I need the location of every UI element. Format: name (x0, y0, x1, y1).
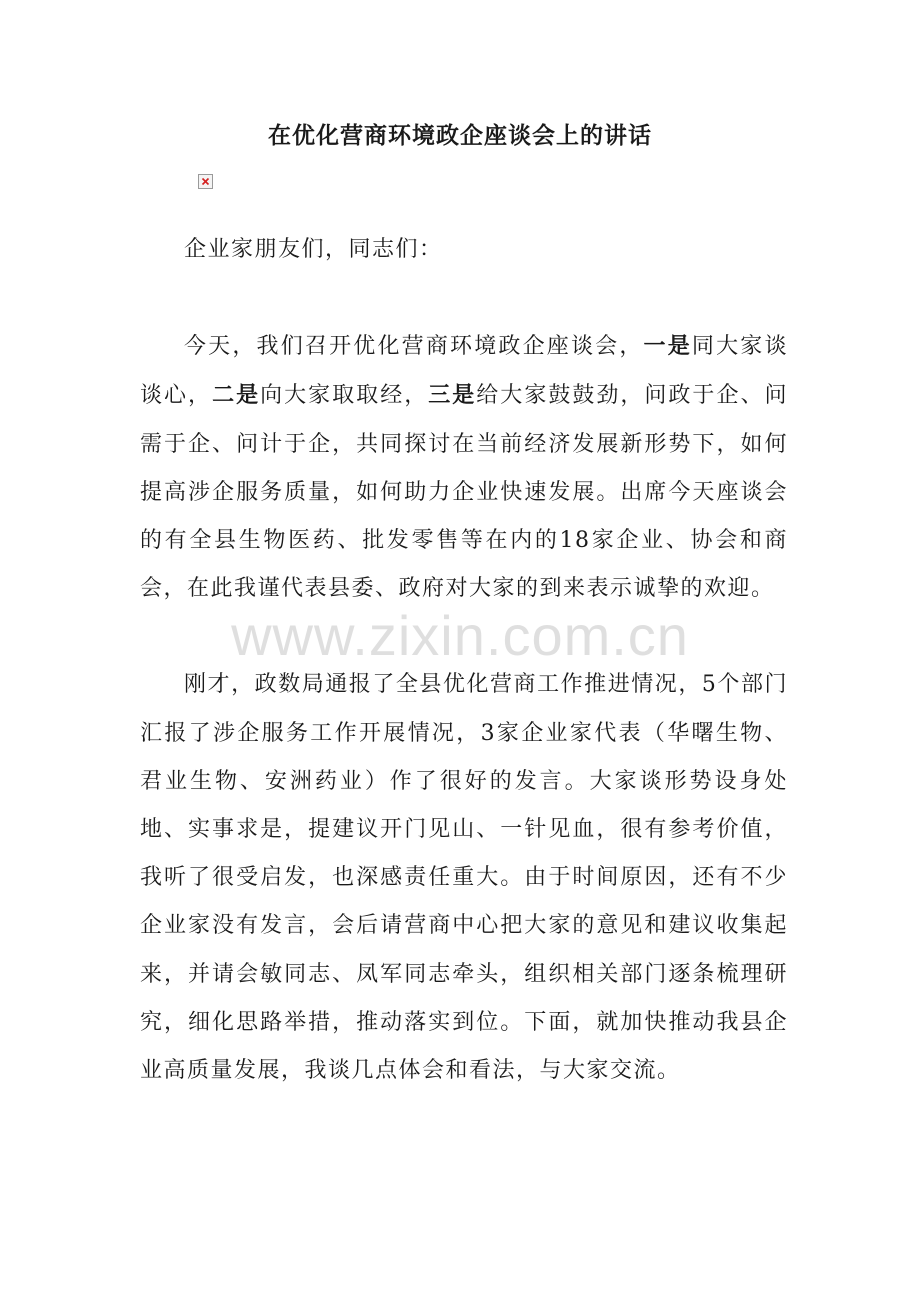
point-two-label: 二是 (212, 382, 261, 409)
broken-image-glyph (199, 175, 212, 188)
paragraph-review: 刚才，政数局通报了全县优化营商工作推进情况，5个部门汇报了涉企服务工作开展情况，3家企业家代表（华曙生物、君业生物、安洲药业）作了很好的发言。大家谈形势设身处地、实事求是，提建议开门见山、一针见血，很有参考价值，我听了很受启发，也深感责任重大。由于时间原因，还有不少企业家没有发言，会后请营商中心把大家的意见和建议收集起来，并请会敏同志、凤军同志牵头，组织相关部门逐条梳理研究，细化思路举措，推动落实到位。下面，就加快推动我县企业高质量发展，我谈几点体会和看法，与大家交流。 (140, 672, 788, 1084)
watermark: www.zixin.com.cn (231, 604, 689, 667)
paragraph-opening-text-4: 给大家鼓鼓劲，问政于企、问需于企、问计于企，共同探讨在当前经济发展新形势下，如何提高涉企服务质量，如何助力企业快速发展。出席今天座谈会的有全县生物医药、批发零售等在内的18家企业、协会和商会，在此我谨代表县委、政府对大家的到来表示诚挚的欢迎。 (140, 383, 788, 602)
salutation: 企业家朋友们，同志们： (184, 237, 443, 262)
point-three-label: 三是 (428, 382, 477, 409)
paragraph-opening (140, 322, 788, 613)
broken-image-icon (198, 174, 213, 189)
paragraph-opening-text-1: 今天，我们召开优化营商环境政企座谈会， (184, 334, 644, 360)
point-one-label: 一是 (643, 333, 692, 360)
paragraph-opening-text-3: 向大家取取经， (260, 383, 429, 409)
page-title: 在优化营商环境政企座谈会上的讲话 (268, 122, 652, 149)
document-body (140, 226, 788, 1143)
paragraph-opening-text-2: 同大家谈谈心， (140, 334, 788, 409)
